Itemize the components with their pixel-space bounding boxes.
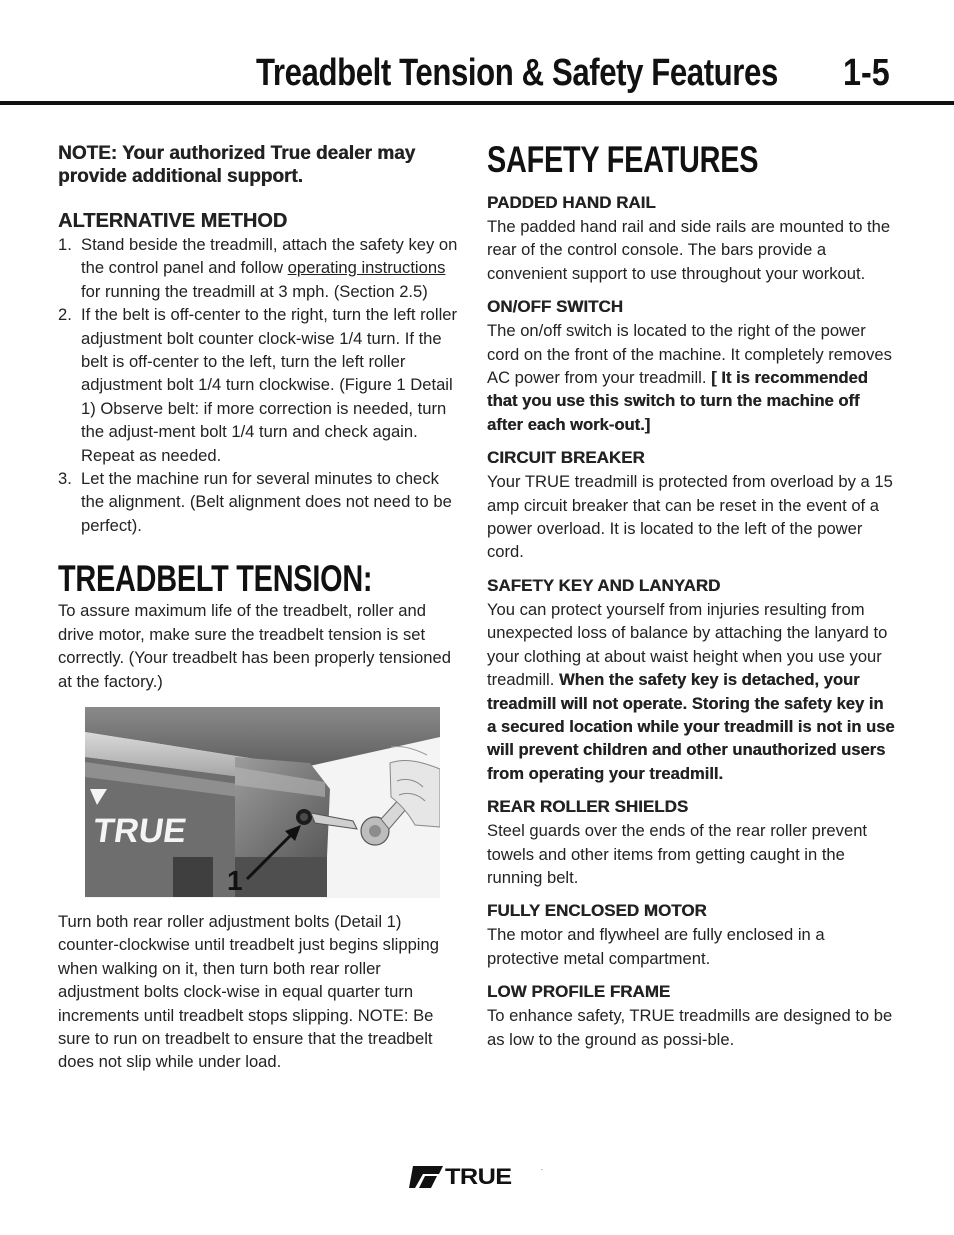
left-column	[58, 140, 466, 1074]
feature-title: REAR ROLLER SHIELDS	[487, 797, 689, 817]
right-column	[487, 140, 897, 1062]
feature-rear-roller-shields	[487, 796, 897, 889]
feature-body: The padded hand rail and side rails are mounted to the rear of the control console. The bars provide a convenient support to use throughout your workout.	[487, 217, 891, 283]
feature-circuit-breaker	[487, 447, 897, 564]
feature-title: LOW PROFILE FRAME	[487, 982, 671, 1002]
operating-instructions-link[interactable]: operating instructions	[287, 258, 446, 278]
feature-text	[487, 319, 897, 436]
detail-callout-number: 1	[227, 864, 243, 896]
feature-enclosed-motor	[487, 900, 897, 970]
step-number: 1.	[58, 235, 72, 254]
feature-text	[487, 598, 897, 785]
feature-title: PADDED HAND RAIL	[487, 193, 656, 212]
feature-safety-key	[487, 575, 897, 785]
feature-body: To enhance safety, TRUE treadmills are designed to be as low to the ground as possi-ble.	[487, 1006, 893, 1049]
feature-warning: [ It is recommended that you use this switch to turn the machine off after each work-out.]	[487, 368, 868, 434]
feature-title: FULLY ENCLOSED MOTOR	[487, 901, 707, 921]
feature-title: SAFETY KEY AND LANYARD	[487, 575, 721, 595]
step-text: Stand beside the treadmill, attach the safety key on the control panel and follow	[81, 235, 458, 278]
feature-text	[487, 470, 897, 564]
feature-title: ON/OFF SWITCH	[487, 297, 623, 317]
feature-text	[487, 1004, 897, 1051]
treadbelt-tension-heading: TREADBELT TENSION:	[58, 558, 373, 600]
footer-logo	[409, 1165, 549, 1189]
treadmill-wrench-illustration	[85, 707, 440, 898]
figure-logo-text: TRUE	[90, 812, 189, 850]
list-item	[58, 303, 466, 467]
page-number: 1-5	[843, 52, 890, 94]
dealer-note: NOTE: Your authorized True dealer may provide additional support.	[58, 143, 416, 187]
feature-body: Steel guards over the ends of the rear roller prevent towels and other items from getting caught in the running belt.	[487, 821, 868, 887]
step-number: 2.	[58, 305, 72, 325]
true-logo-icon	[409, 1166, 443, 1188]
tension-intro: To assure maximum life of the treadbelt, roller and drive motor, make sure the treadbelt tension is set correctly. (Your treadbelt has been properly tensioned at the factory.)	[58, 601, 451, 691]
step-number: 3.	[58, 469, 72, 489]
feature-on-off-switch	[487, 296, 897, 436]
feature-body: The motor and flywheel are fully enclosed in a protective metal compartment.	[487, 925, 825, 968]
feature-warning: When the safety key is detached, your treadmill will not operate. Storing the safety key in a secured location while your treadmill is not in use will prevent children and other unauthorized users from operating your treadmill.	[487, 670, 895, 783]
feature-body: The on/off switch is located to the right of the power cord on the front of the machine. It completely removes AC power from your treadmill.	[487, 321, 892, 388]
feature-body: Your TRUE treadmill is protected from overload by a 15 amp circuit breaker that can be reset in the event of a power overload. It is located to the left of the power cord.	[487, 472, 893, 562]
step-text: Let the machine run for several minutes to check the alignment. (Belt alignment does not need to be perfect).	[81, 469, 452, 535]
step-text: If the belt is off-center to the right, turn the left roller adjustment bolt counter clock-wise 1/4 turn. If the belt is off-center to the left, turn the left roller adjustment bolt 1/4 turn clockwise. (Figure 1 Detail 1) Observe belt: if more correction is needed, turn the adjust-ment bolt 1/4 turn and check again. Repeat as needed.	[81, 305, 458, 465]
roller-adjustment-figure	[85, 707, 440, 898]
trademark-mark: .	[541, 1165, 543, 1172]
footer-brand-text: TRUE	[445, 1164, 512, 1189]
tension-instructions: Turn both rear roller adjustment bolts (Detail 1) counter-clockwise until treadbelt just begins slipping when walking on it, then turn both rear roller adjustment bolts clock-wise in equal quarter turn increments until treadbelt stops slipping. NOTE: Be sure to run on treadbelt to ensure that the treadbelt does not slip while under load.	[58, 911, 439, 1072]
feature-text	[487, 923, 897, 970]
feature-body: You can protect yourself from injuries resulting from unexpected loss of balance by attaching the lanyard to your clothing at about waist height when you use your treadmill.	[487, 599, 888, 690]
feature-text	[487, 215, 897, 285]
feature-text	[487, 819, 897, 889]
list-item	[58, 233, 466, 303]
feature-padded-hand-rail	[487, 192, 897, 285]
page-title: Treadbelt Tension & Safety Features	[256, 52, 778, 94]
header-rule	[0, 101, 954, 105]
feature-title: CIRCUIT BREAKER	[487, 448, 645, 468]
alternative-method-heading: ALTERNATIVE METHOD	[58, 210, 288, 232]
alternative-method-steps	[58, 233, 466, 537]
step-text: for running the treadmill at 3 mph. (Section 2.5)	[81, 281, 428, 301]
feature-low-profile-frame	[487, 981, 897, 1051]
safety-features-heading: SAFETY FEATURES	[487, 139, 759, 180]
list-item	[58, 467, 466, 537]
